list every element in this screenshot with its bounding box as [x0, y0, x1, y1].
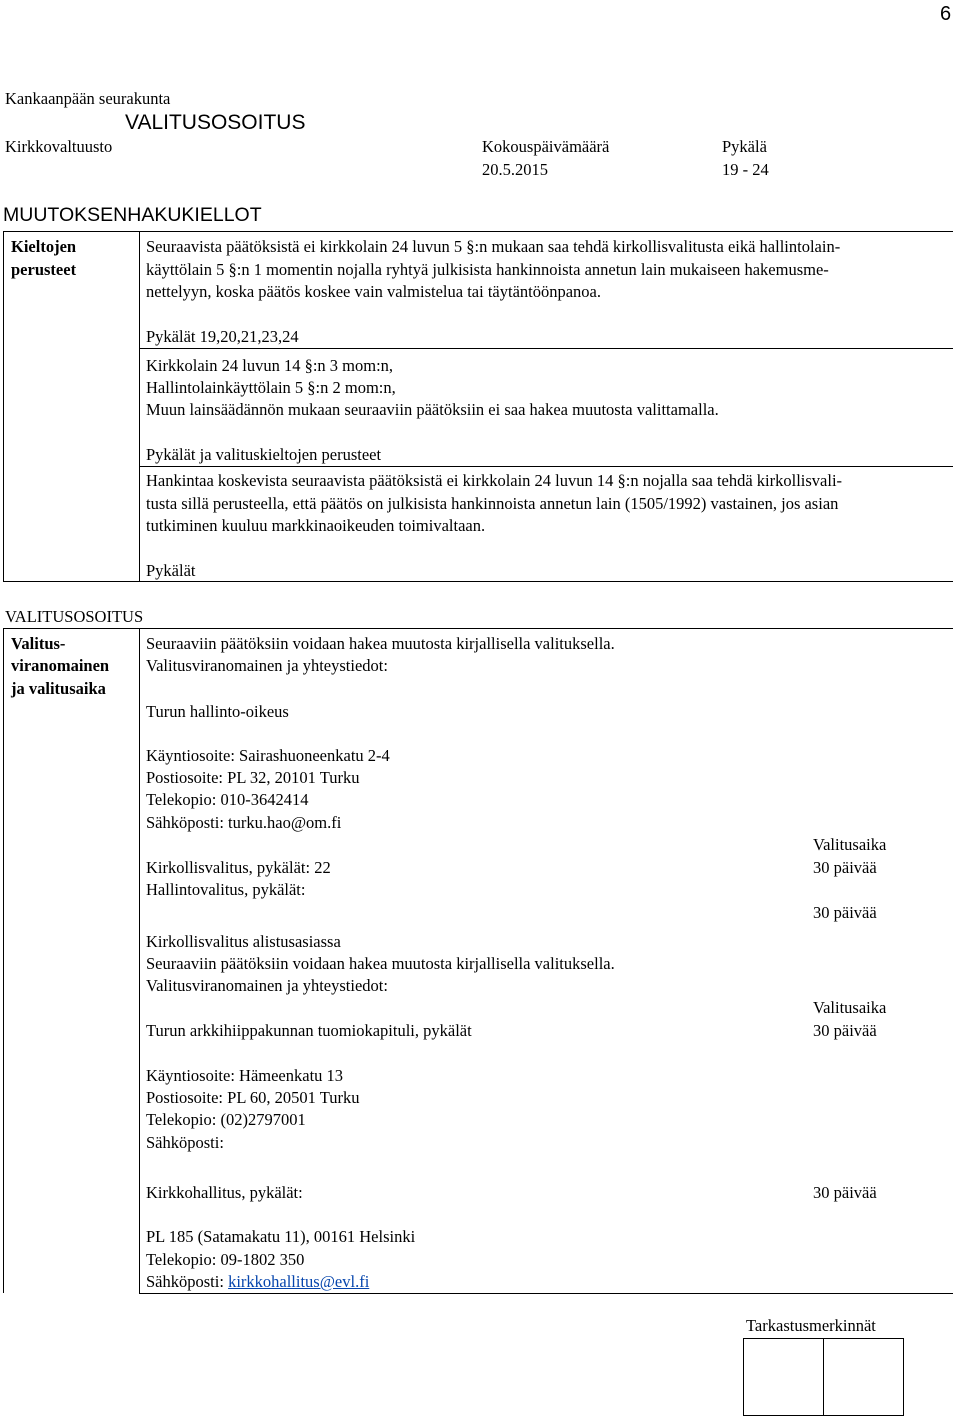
- deadline-header-2: Valitusaika: [813, 998, 887, 1017]
- church-board-email-label: Sähköposti:: [146, 1272, 224, 1291]
- subordinate-appeal-heading: Kirkollisvalitus alistusasiassa: [146, 932, 341, 951]
- section-label: Pykälä: [722, 137, 767, 156]
- meeting-date-label: Kokouspäivämäärä: [482, 137, 610, 156]
- appeal-heading: VALITUSOSOITUS: [5, 607, 144, 626]
- section-value: 19 - 24: [722, 160, 769, 179]
- chapter-name: Turun arkkihiippakunnan tuomiokapituli, pykälät: [146, 1021, 472, 1040]
- court-name: Turun hallinto-oikeus: [146, 702, 289, 721]
- restrictions-top-rule: [3, 231, 953, 232]
- chapter-email: Sähköposti:: [146, 1133, 224, 1152]
- organization-name: Kankaanpään seurakunta: [5, 89, 171, 108]
- court-visiting-address: Käyntiosoite: Sairashuoneenkatu 2-4: [146, 746, 390, 765]
- law-reference-2: Hallintolainkäyttölain 5 §:n 2 mom:n,: [146, 378, 396, 397]
- court-email: Sähköposti: turku.hao@om.fi: [146, 813, 342, 832]
- chapter-deadline: 30 päivää: [813, 1021, 877, 1040]
- review-marks-box: [743, 1338, 904, 1416]
- grounds-line-3: tutkiminen kuuluu markkinaoikeuden toimivaltaan.: [146, 516, 486, 535]
- document-title: VALITUSOSOITUS: [125, 111, 306, 134]
- decision-body: Kirkkovaltuusto: [5, 137, 113, 156]
- appeal-side-label-3: ja valitusaika: [11, 679, 106, 698]
- grounds-line-2: tusta sillä perusteella, että päätös on julkisista hankinnoista annetun lain (1505/1992) vastainen, jos asian: [146, 494, 839, 513]
- restrictions-intro-line-2: käyttölain 5 §:n 1 momentin nojalla ryhtyä julkisista hankinnoista annetun lain mukaiseen hakemusme-: [146, 260, 829, 279]
- church-board-name: Kirkkohallitus, pykälät:: [146, 1183, 303, 1202]
- law-reference-1: Kirkkolain 24 luvun 14 §:n 3 mom:n,: [146, 356, 394, 375]
- grounds-line-1: Hankintaa koskevista seuraavista päätöksistä ei kirkkolain 24 luvun 14 §:n nojalla saa tehdä kirkollisvali-: [146, 471, 843, 490]
- law-reference-3: Muun lainsäädännön mukaan seuraaviin päätöksiin ei saa hakea muutosta valittamalla.: [146, 400, 719, 419]
- appeal-top-rule: [3, 628, 953, 629]
- appeal-intro-2: Seuraaviin päätöksiin voidaan hakea muutosta kirjallisella valituksella.: [146, 954, 615, 973]
- chapter-postal-address: Postiosoite: PL 60, 20501 Turku: [146, 1088, 360, 1107]
- admin-appeal-sections: Hallintovalitus, pykälät:: [146, 880, 306, 899]
- church-board-fax: Telekopio: 09-1802 350: [146, 1250, 305, 1269]
- appeal-divider: [139, 628, 140, 1293]
- church-board-email-link[interactable]: kirkkohallitus@evl.fi: [228, 1272, 370, 1291]
- church-appeal-sections: Kirkollisvalitus, pykälät: 22: [146, 858, 331, 877]
- sections-heading: Pykälät 19,20,21,23,24: [146, 327, 299, 346]
- review-marks-label: Tarkastusmerkinnät: [746, 1316, 876, 1335]
- meeting-date-value: 20.5.2015: [482, 160, 548, 179]
- court-fax: Telekopio: 010-3642414: [146, 790, 309, 809]
- grounds-heading-rule: [139, 466, 953, 467]
- sections-heading-rule: [139, 348, 953, 349]
- restrictions-heading: MUUTOKSENHAKUKIELLOT: [3, 204, 262, 226]
- court-postal-address: Postiosoite: PL 32, 20101 Turku: [146, 768, 360, 787]
- restrictions-left-rule: [3, 231, 4, 581]
- church-board-postal-address: PL 185 (Satamakatu 11), 00161 Helsinki: [146, 1227, 416, 1246]
- appeal-left-rule: [3, 628, 4, 1293]
- church-board-deadline: 30 päivää: [813, 1183, 877, 1202]
- restrictions-side-label-1: Kieltojen: [11, 237, 77, 256]
- grounds-heading: Pykälät ja valituskieltojen perusteet: [146, 445, 382, 464]
- appeal-side-label-1: Valitus-: [11, 634, 66, 653]
- restrictions-side-label-2: perusteet: [11, 260, 77, 279]
- last-sections-heading: Pykälät: [146, 561, 196, 580]
- appeal-intro: Seuraaviin päätöksiin voidaan hakea muutosta kirjallisella valituksella.: [146, 634, 615, 653]
- appeal-side-label-2: viranomainen: [11, 656, 110, 675]
- church-appeal-deadline: 30 päivää: [813, 858, 877, 877]
- chapter-visiting-address: Käyntiosoite: Hämeenkatu 13: [146, 1066, 344, 1085]
- deadline-header-1: Valitusaika: [813, 835, 887, 854]
- review-marks-divider: [823, 1339, 824, 1415]
- restrictions-intro-line-3: nettelyyn, koska päätös koskee vain valmistelua tai täytäntöönpanoa.: [146, 282, 601, 301]
- authority-contacts-label: Valitusviranomainen ja yhteystiedot:: [146, 656, 388, 675]
- page-number: 6: [940, 3, 952, 25]
- church-board-email-row: [146, 1274, 369, 1291]
- authority-contacts-label-2: Valitusviranomainen ja yhteystiedot:: [146, 976, 388, 995]
- admin-appeal-deadline: 30 päivää: [813, 903, 877, 922]
- restrictions-divider: [139, 231, 140, 581]
- appeal-bottom-rule: [139, 1293, 953, 1294]
- restrictions-intro-line-1: Seuraavista päätöksistä ei kirkkolain 24 luvun 5 §:n mukaan saa tehdä kirkollisvalitusta eikä hallintolain-: [146, 237, 841, 256]
- restrictions-bottom-rule: [3, 581, 953, 582]
- chapter-fax: Telekopio: (02)2797001: [146, 1110, 306, 1129]
